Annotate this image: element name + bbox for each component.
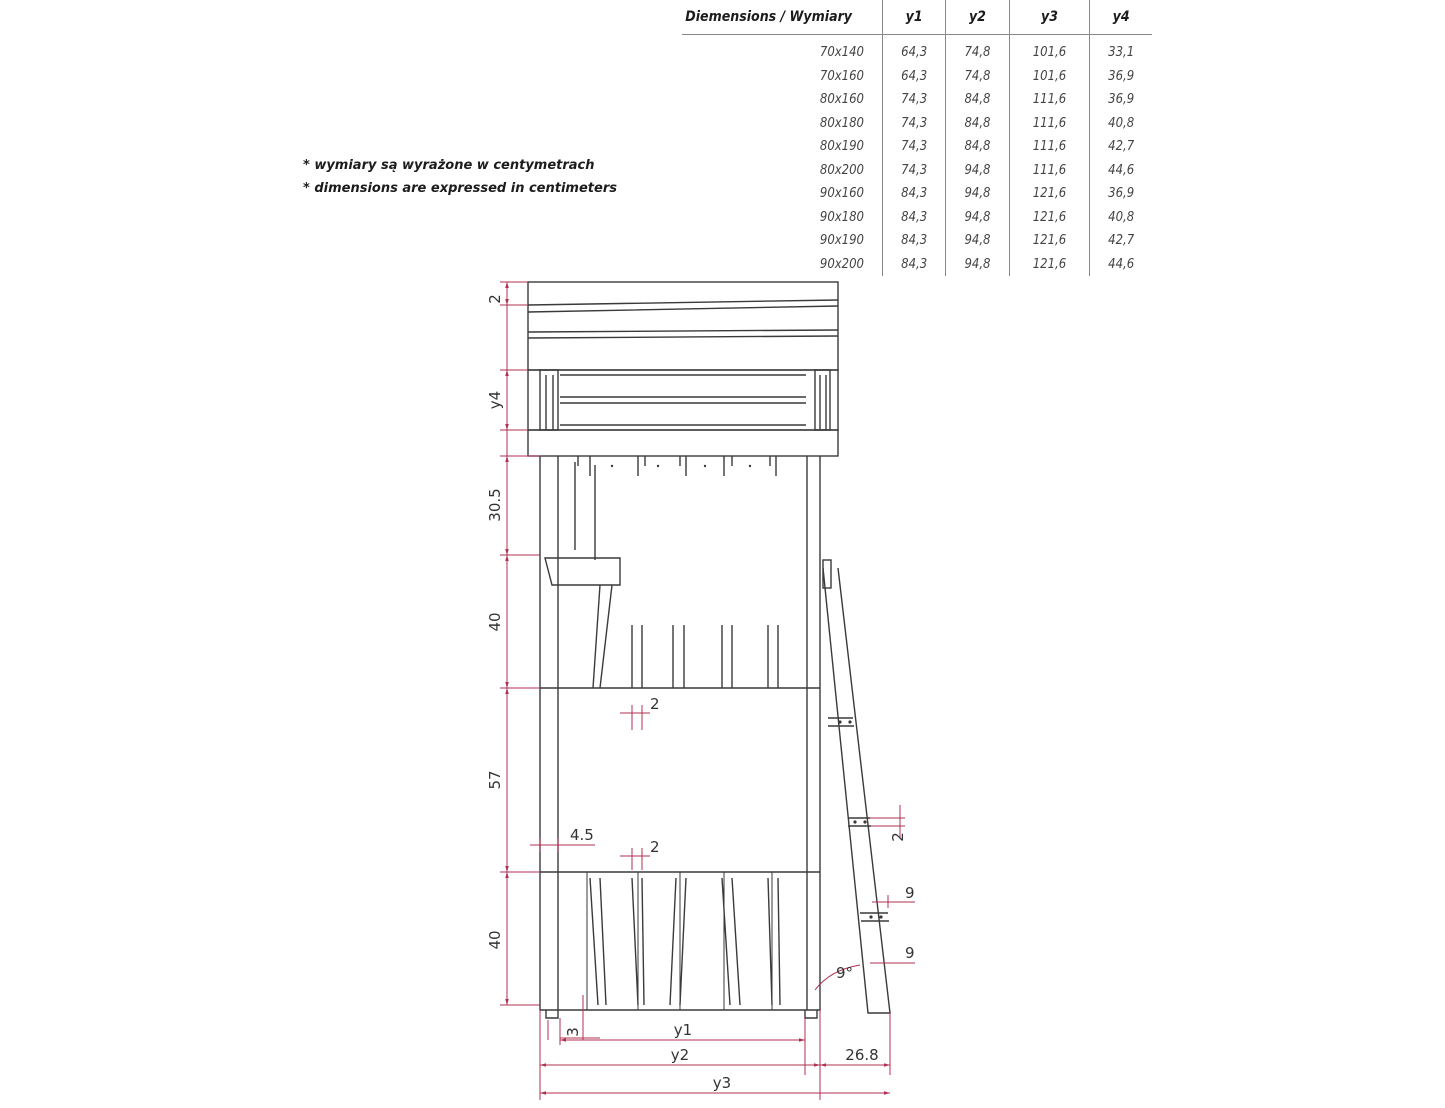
cell-y2: 94,8 [946, 253, 1009, 277]
cell-y1: 74,3 [883, 135, 946, 159]
cell-y3: 111,6 [1009, 159, 1090, 183]
cell-size: 80x190 [682, 135, 883, 159]
cell-y4: 44,6 [1108, 162, 1135, 178]
header-y3: y3 [1009, 0, 1090, 35]
dim-label-4-5: 4.5 [570, 826, 594, 844]
cell-size: 90x190 [682, 229, 883, 253]
cell-y1: 84,3 [883, 253, 946, 277]
cell-size: 70x140 [682, 35, 883, 65]
dim-label-y3: y3 [712, 1074, 732, 1092]
dim-label-9-lower: 9 [905, 944, 915, 962]
cell-y3: 101,6 [1009, 35, 1090, 65]
cell-y2: 84,8 [946, 112, 1009, 136]
cell-y1: 74,3 [883, 88, 946, 112]
dim-label-30-5: 30.5 [486, 488, 504, 522]
window-flap [545, 558, 620, 585]
guard-planks [528, 300, 838, 338]
cell-y3: 121,6 [1009, 206, 1090, 230]
cell-size: 90x180 [682, 206, 883, 230]
cell-y1: 64,3 [883, 35, 946, 65]
upper-bed-side [528, 370, 838, 430]
dim-label-40-lower: 40 [486, 930, 504, 950]
dim-label-57: 57 [486, 770, 504, 790]
ladder [823, 568, 890, 1013]
cell-y1: 64,3 [883, 65, 946, 89]
cell-y1: 84,3 [883, 182, 946, 206]
cell-y3: 121,6 [1009, 253, 1090, 277]
cell-size: 90x160 [682, 182, 883, 206]
dim-label-2-top: 2 [486, 294, 504, 304]
cell-y4: 40,8 [1108, 115, 1135, 131]
cell-y3: 121,6 [1009, 229, 1090, 253]
dim-label-40-upper: 40 [486, 612, 504, 632]
cell-y2: 84,8 [946, 135, 1009, 159]
header-dimensions: Diemensions / Wymiary [682, 0, 883, 35]
note-english: * dimensions are expressed in centimeters [303, 181, 617, 196]
cell-y3: 111,6 [1009, 135, 1090, 159]
cell-y3: 101,6 [1009, 65, 1090, 89]
tower-dividers [540, 688, 820, 872]
cell-y2: 94,8 [946, 182, 1009, 206]
upper-left-post [540, 370, 558, 430]
cell-y4: 36,9 [1108, 68, 1135, 84]
cell-y4: 36,9 [1108, 92, 1135, 108]
cell-y4: 44,6 [1108, 256, 1135, 272]
bed-frame [528, 282, 890, 1018]
cell-y2: 94,8 [946, 229, 1009, 253]
dim-label-9-upper: 9 [905, 884, 915, 902]
cell-size: 80x160 [682, 88, 883, 112]
dim-label-3: 3 [564, 1027, 582, 1037]
cell-size: 80x200 [682, 159, 883, 183]
dim-label-26-8: 26.8 [845, 1046, 879, 1064]
cell-size: 70x160 [682, 65, 883, 89]
upper-frame-board [528, 430, 838, 456]
cell-y4: 40,8 [1108, 209, 1135, 225]
cell-y3: 111,6 [1009, 112, 1090, 136]
upper-right-post [815, 370, 830, 430]
cell-y1: 84,3 [883, 229, 946, 253]
dim-label-2-lower-gap: 2 [650, 838, 660, 856]
upper-slats [560, 375, 806, 425]
cell-y3: 121,6 [1009, 182, 1090, 206]
header-y2: y2 [946, 0, 1009, 35]
cell-y4: 33,1 [1108, 45, 1135, 61]
cell-size: 90x200 [682, 253, 883, 277]
cell-y2: 84,8 [946, 88, 1009, 112]
dim-label-y1: y1 [673, 1021, 693, 1039]
cell-y2: 74,8 [946, 65, 1009, 89]
dim-label-y2: y2 [670, 1046, 690, 1064]
cell-y3: 111,6 [1009, 88, 1090, 112]
dim-label-2-upper-gap: 2 [650, 695, 660, 713]
cell-y1: 74,3 [883, 112, 946, 136]
header-y1: y1 [883, 0, 946, 35]
note-polish: * wymiary są wyrażone w centymetrach [303, 158, 595, 173]
cell-y1: 74,3 [883, 159, 946, 183]
cell-y4: 42,7 [1108, 139, 1135, 155]
header-y4: y4 [1112, 9, 1130, 25]
cell-y1: 84,3 [883, 206, 946, 230]
dim-label-9-degrees: 9° [836, 964, 854, 982]
cell-y2: 94,8 [946, 206, 1009, 230]
cell-y4: 42,7 [1108, 233, 1135, 249]
cell-y2: 94,8 [946, 159, 1009, 183]
dim-label-2-ladder: 2 [889, 832, 907, 842]
dim-label-y4: y4 [486, 390, 504, 410]
cell-y4: 36,9 [1108, 186, 1135, 202]
cell-size: 80x180 [682, 112, 883, 136]
cell-y2: 74,8 [946, 35, 1009, 65]
top-guard-rail [528, 282, 838, 370]
